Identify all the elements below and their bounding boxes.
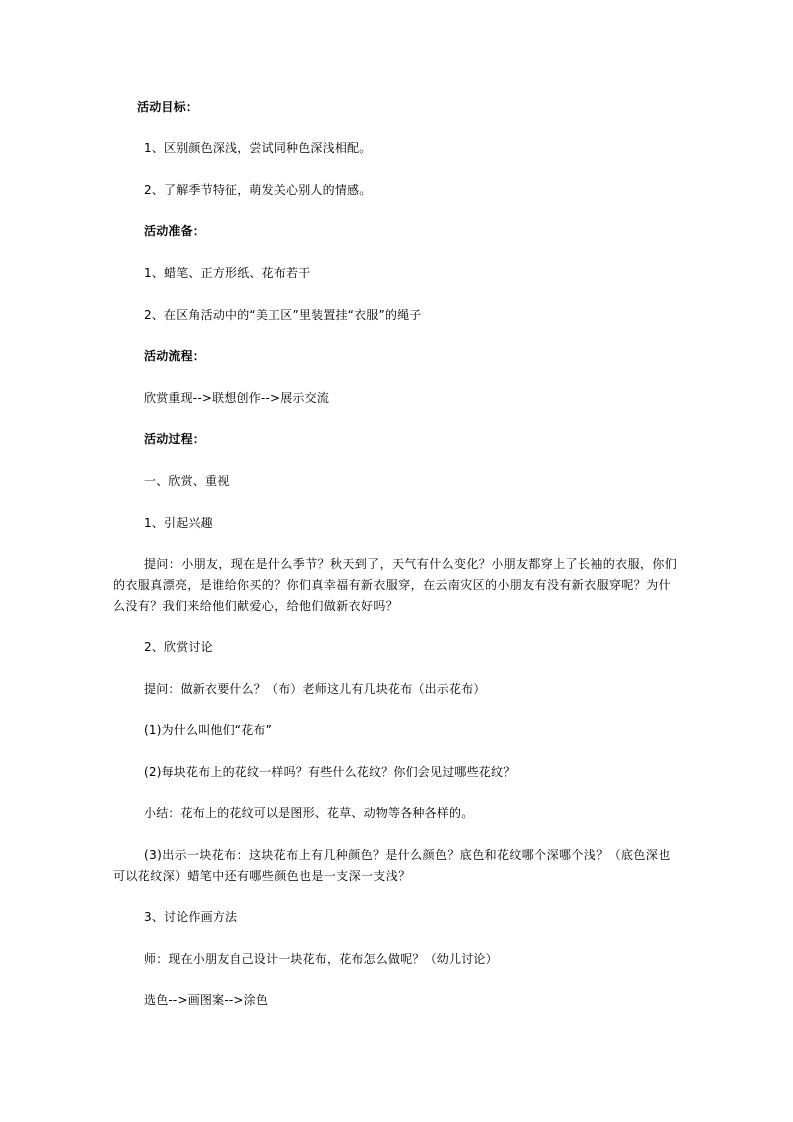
goal-item-2: 2、了解季节特征，萌发关心别人的情感。 [144,183,372,197]
method-text: 选色-->画图案-->涂色 [144,993,269,1007]
heading-activity-goal: 活动目标： [137,100,199,114]
prep-item-1: 1、蜡笔、正方形纸、花布若干 [144,266,311,280]
step-title-2: 2、欣赏讨论 [144,640,213,654]
step-title-1: 1、引起兴趣 [144,516,213,530]
summary-text: 小结：花布上的花纹可以是图形、花草、动物等各种各样的。 [144,806,474,820]
goal-item-1: 1、区别颜色深浅，尝试同种色深浅相配。 [144,141,372,155]
question-paragraph-2: 提问：做新衣要什么？（布）老师这儿有几块花布（出示花布） [144,682,486,696]
heading-activity-flow: 活动流程： [144,349,206,363]
sub-question-1: (1)为什么叫他们“花布” [144,723,273,737]
question-paragraph-1: 提问：小朋友，现在是什么季节？秋天到了，天气有什么变化？小朋友都穿上了长袖的衣服，你们的衣服真漂亮，是谁给你买的？你们真幸福有新衣服穿，在云南灾区的小朋友有没有新衣服穿呢？为什么没有？我们来给他们献爱心，给他们做新衣好吗？ [113,557,678,613]
heading-activity-process: 活动过程： [144,432,206,446]
prep-item-2: 2、在区角活动中的“美工区”里装置挂“衣服”的绳子 [144,308,422,322]
flow-text: 欣赏重现-->联想创作-->展示交流 [144,391,330,405]
teacher-text: 师：现在小朋友自己设计一块花布，花布怎么做呢？（幼儿讨论） [144,952,498,966]
heading-activity-prep: 活动准备： [144,224,206,238]
sub-question-2: (2)每块花布上的花纹一样吗？有些什么花纹？你们会见过哪些花纹？ [144,765,516,779]
section-title-1: 一、欣赏、重视 [144,474,230,488]
step-title-3: 3、讨论作画方法 [144,910,238,924]
sub-question-3: (3)出示一块花布：这块花布上有几种颜色？是什么颜色？底色和花纹哪个深哪个浅？（底色深也可以花纹深）蜡笔中还有哪些颜色也是一支深一支浅？ [113,848,671,883]
